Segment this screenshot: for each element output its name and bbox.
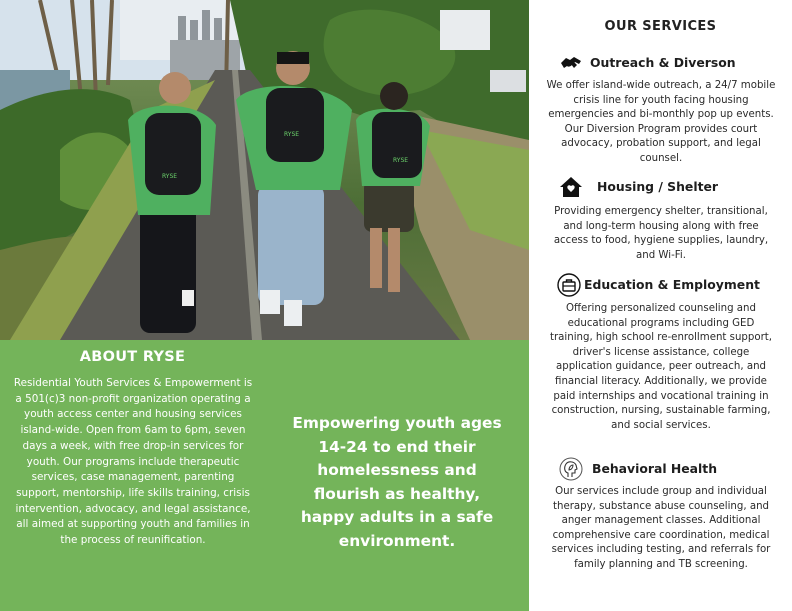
services-column: [529, 0, 792, 611]
service-name: Behavioral Health: [592, 461, 718, 476]
service-outreach: [529, 51, 792, 164]
backpack-logo-middle: RYSE: [284, 131, 300, 138]
photo-illustration: [0, 0, 529, 340]
service-name: Outreach & Diverson: [590, 55, 736, 70]
mission-tagline: Empowering youth ages 14-24 to end their homelessness and flourish as healthy, happy adults in a safe environment.: [292, 414, 502, 550]
backpack-logo-right: RYSE: [393, 157, 409, 164]
house-icon: [559, 175, 583, 199]
service-behavioral-health: [529, 457, 792, 570]
service-housing: [529, 175, 792, 261]
service-description: Providing emergency shelter, transitional, and long-term housing along with free access to food, hygiene supplies, laundry, and Wi-Fi.: [553, 206, 769, 261]
service-description: Offering personalized counseling and educational programs including GED training, high school re-enrollment support, driver's license assistance, college application guidance, peer outreach, and financial literacy. Additionally, we provide paid internships and vocational training in construction, nursing, sustainable farming, and social services.: [549, 303, 772, 431]
photo-youth-walking: [0, 0, 529, 340]
head-leaf-icon: [559, 457, 583, 481]
service-description: We offer island-wide outreach, a 24/7 mobile crisis line for youth facing housing emergencies and bi-monthly pop up events. Our Diversion Program provides court advocacy, probation support, and legal counsel.: [546, 80, 776, 164]
handshake-icon: [559, 51, 583, 75]
services-title: OUR SERVICES: [604, 19, 717, 34]
service-description: Our services include group and individual therapy, substance abuse counseling, and anger management classes. Additional comprehensive care coordination, medical services including testing, and referrals for family planning and TB screening.: [551, 486, 771, 570]
briefcase-icon: [557, 273, 581, 297]
backpack-logo-left: RYSE: [162, 173, 178, 180]
about-section: [0, 340, 529, 611]
about-title: ABOUT RYSE: [79, 349, 186, 365]
about-body: Residential Youth Services & Empowerment is a 501(c)3 non-profit organization operating a youth access center and housing services island-wide. Open from 6am to 6pm, seven days a week, with free drop-in services for youth. Our programs include therapeutic services, case management, parenting support, mentorship, life skills training, crisis intervention, advocacy, and legal assistance, all aimed at supporting youth and families in the process of reunification.: [13, 377, 253, 547]
service-name: Housing / Shelter: [597, 179, 719, 194]
service-name: Education & Employment: [584, 277, 760, 292]
service-education: [529, 273, 792, 431]
